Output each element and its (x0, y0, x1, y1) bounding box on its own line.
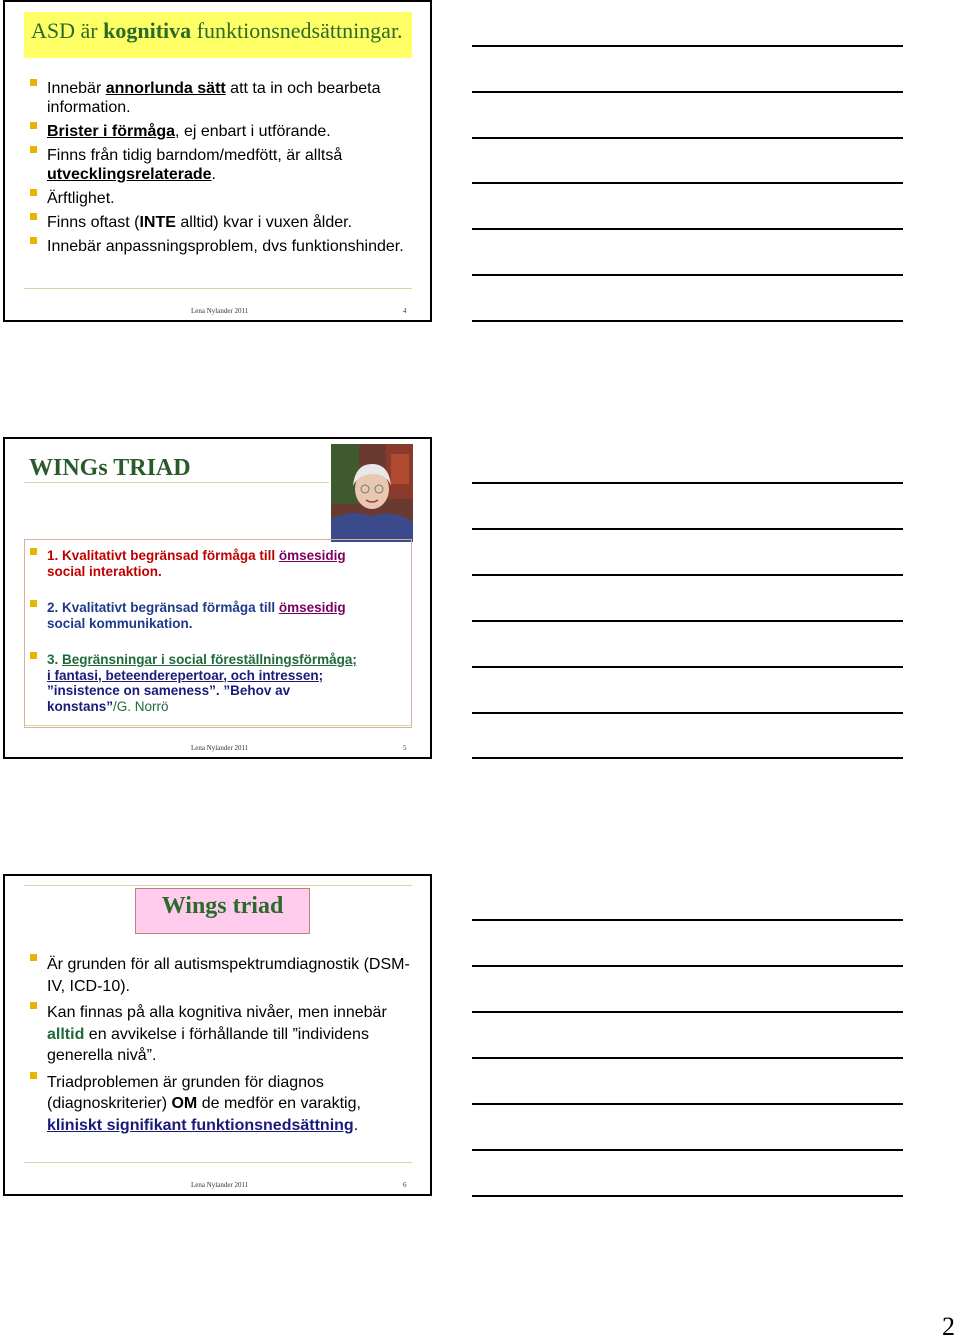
list-item: Innebär annorlunda sätt att ta in och bearbeta information. (27, 79, 407, 117)
slide-4 (3, 0, 432, 322)
note-line (472, 965, 903, 967)
list-item: Finns från tidig barndom/medfött, är alltså utvecklingsrelaterade. (27, 146, 407, 184)
note-line (472, 320, 903, 322)
note-line (472, 528, 903, 530)
note-line (472, 1149, 903, 1151)
note-line (472, 1195, 903, 1197)
note-line (472, 1103, 903, 1105)
slide-title: WINGs TRIAD (29, 455, 191, 481)
list-item: Är grunden för all autismspektrumdiagnostik (DSM-IV, ICD-10). (27, 954, 412, 997)
slide-title: ASD är kognitiva funktionsnedsättningar. (31, 18, 403, 43)
note-line (472, 274, 903, 276)
list-item: Brister i förmåga, ej enbart i utförande. (27, 122, 407, 141)
list-item: Innebär anpassningsproblem, dvs funktionshinder. (27, 237, 407, 256)
title-divider (24, 482, 329, 483)
note-line (472, 757, 903, 759)
list-item: 3. Begränsningar i social föreställningsförmåga; i fantasi, beteenderepertoar, och intressen; ”insistence on sameness”. ”Behov av konstans”/G. Norrö (27, 652, 407, 714)
bullet-list (27, 79, 407, 256)
list-item: 2. Kvalitativt begränsad förmåga till ömsesidig social kommunikation. (27, 600, 407, 631)
slide-6 (3, 874, 432, 1196)
note-line (472, 1011, 903, 1013)
list-item: Triadproblemen är grunden för diagnos (diagnoskriterier) OM de medför en varaktig, kliniskt signifikant funktionsnedsättning. (27, 1072, 412, 1137)
footer-divider (24, 725, 412, 726)
list-item: 1. Kvalitativt begränsad förmåga till ömsesidig social interaktion. (27, 548, 407, 579)
footer-divider (24, 288, 412, 289)
portrait-photo (331, 444, 413, 542)
title-divider (24, 885, 412, 886)
note-line (472, 1057, 903, 1059)
list-item: Ärftlighet. (27, 189, 407, 208)
footer-author: Lena Nylander 2011 (191, 744, 249, 752)
page-number: 4 (403, 307, 407, 315)
note-line (472, 45, 903, 47)
footer-divider (24, 1162, 412, 1163)
note-line (472, 666, 903, 668)
note-line (472, 137, 903, 139)
slide-title: Wings triad (161, 893, 284, 919)
note-line (472, 919, 903, 921)
list-item: Kan finnas på alla kognitiva nivåer, men innebär alltid en avvikelse i förhållande till ”individens generella nivå”. (27, 1002, 412, 1067)
footer-author: Lena Nylander 2011 (191, 1181, 249, 1189)
note-line (472, 712, 903, 714)
note-line (472, 620, 903, 622)
note-line (472, 91, 903, 93)
list-item: Finns oftast (INTE alltid) kvar i vuxen ålder. (27, 213, 407, 232)
note-line (472, 228, 903, 230)
triad-list (27, 548, 407, 714)
page-number: 5 (403, 744, 407, 752)
footer-author: Lena Nylander 2011 (191, 307, 249, 315)
bullet-list (27, 954, 412, 1136)
note-line (472, 482, 903, 484)
slide-5 (3, 437, 432, 759)
page-number-footer: 2 (942, 1312, 955, 1341)
note-line (472, 574, 903, 576)
page-number: 6 (403, 1181, 407, 1189)
note-line (472, 182, 903, 184)
